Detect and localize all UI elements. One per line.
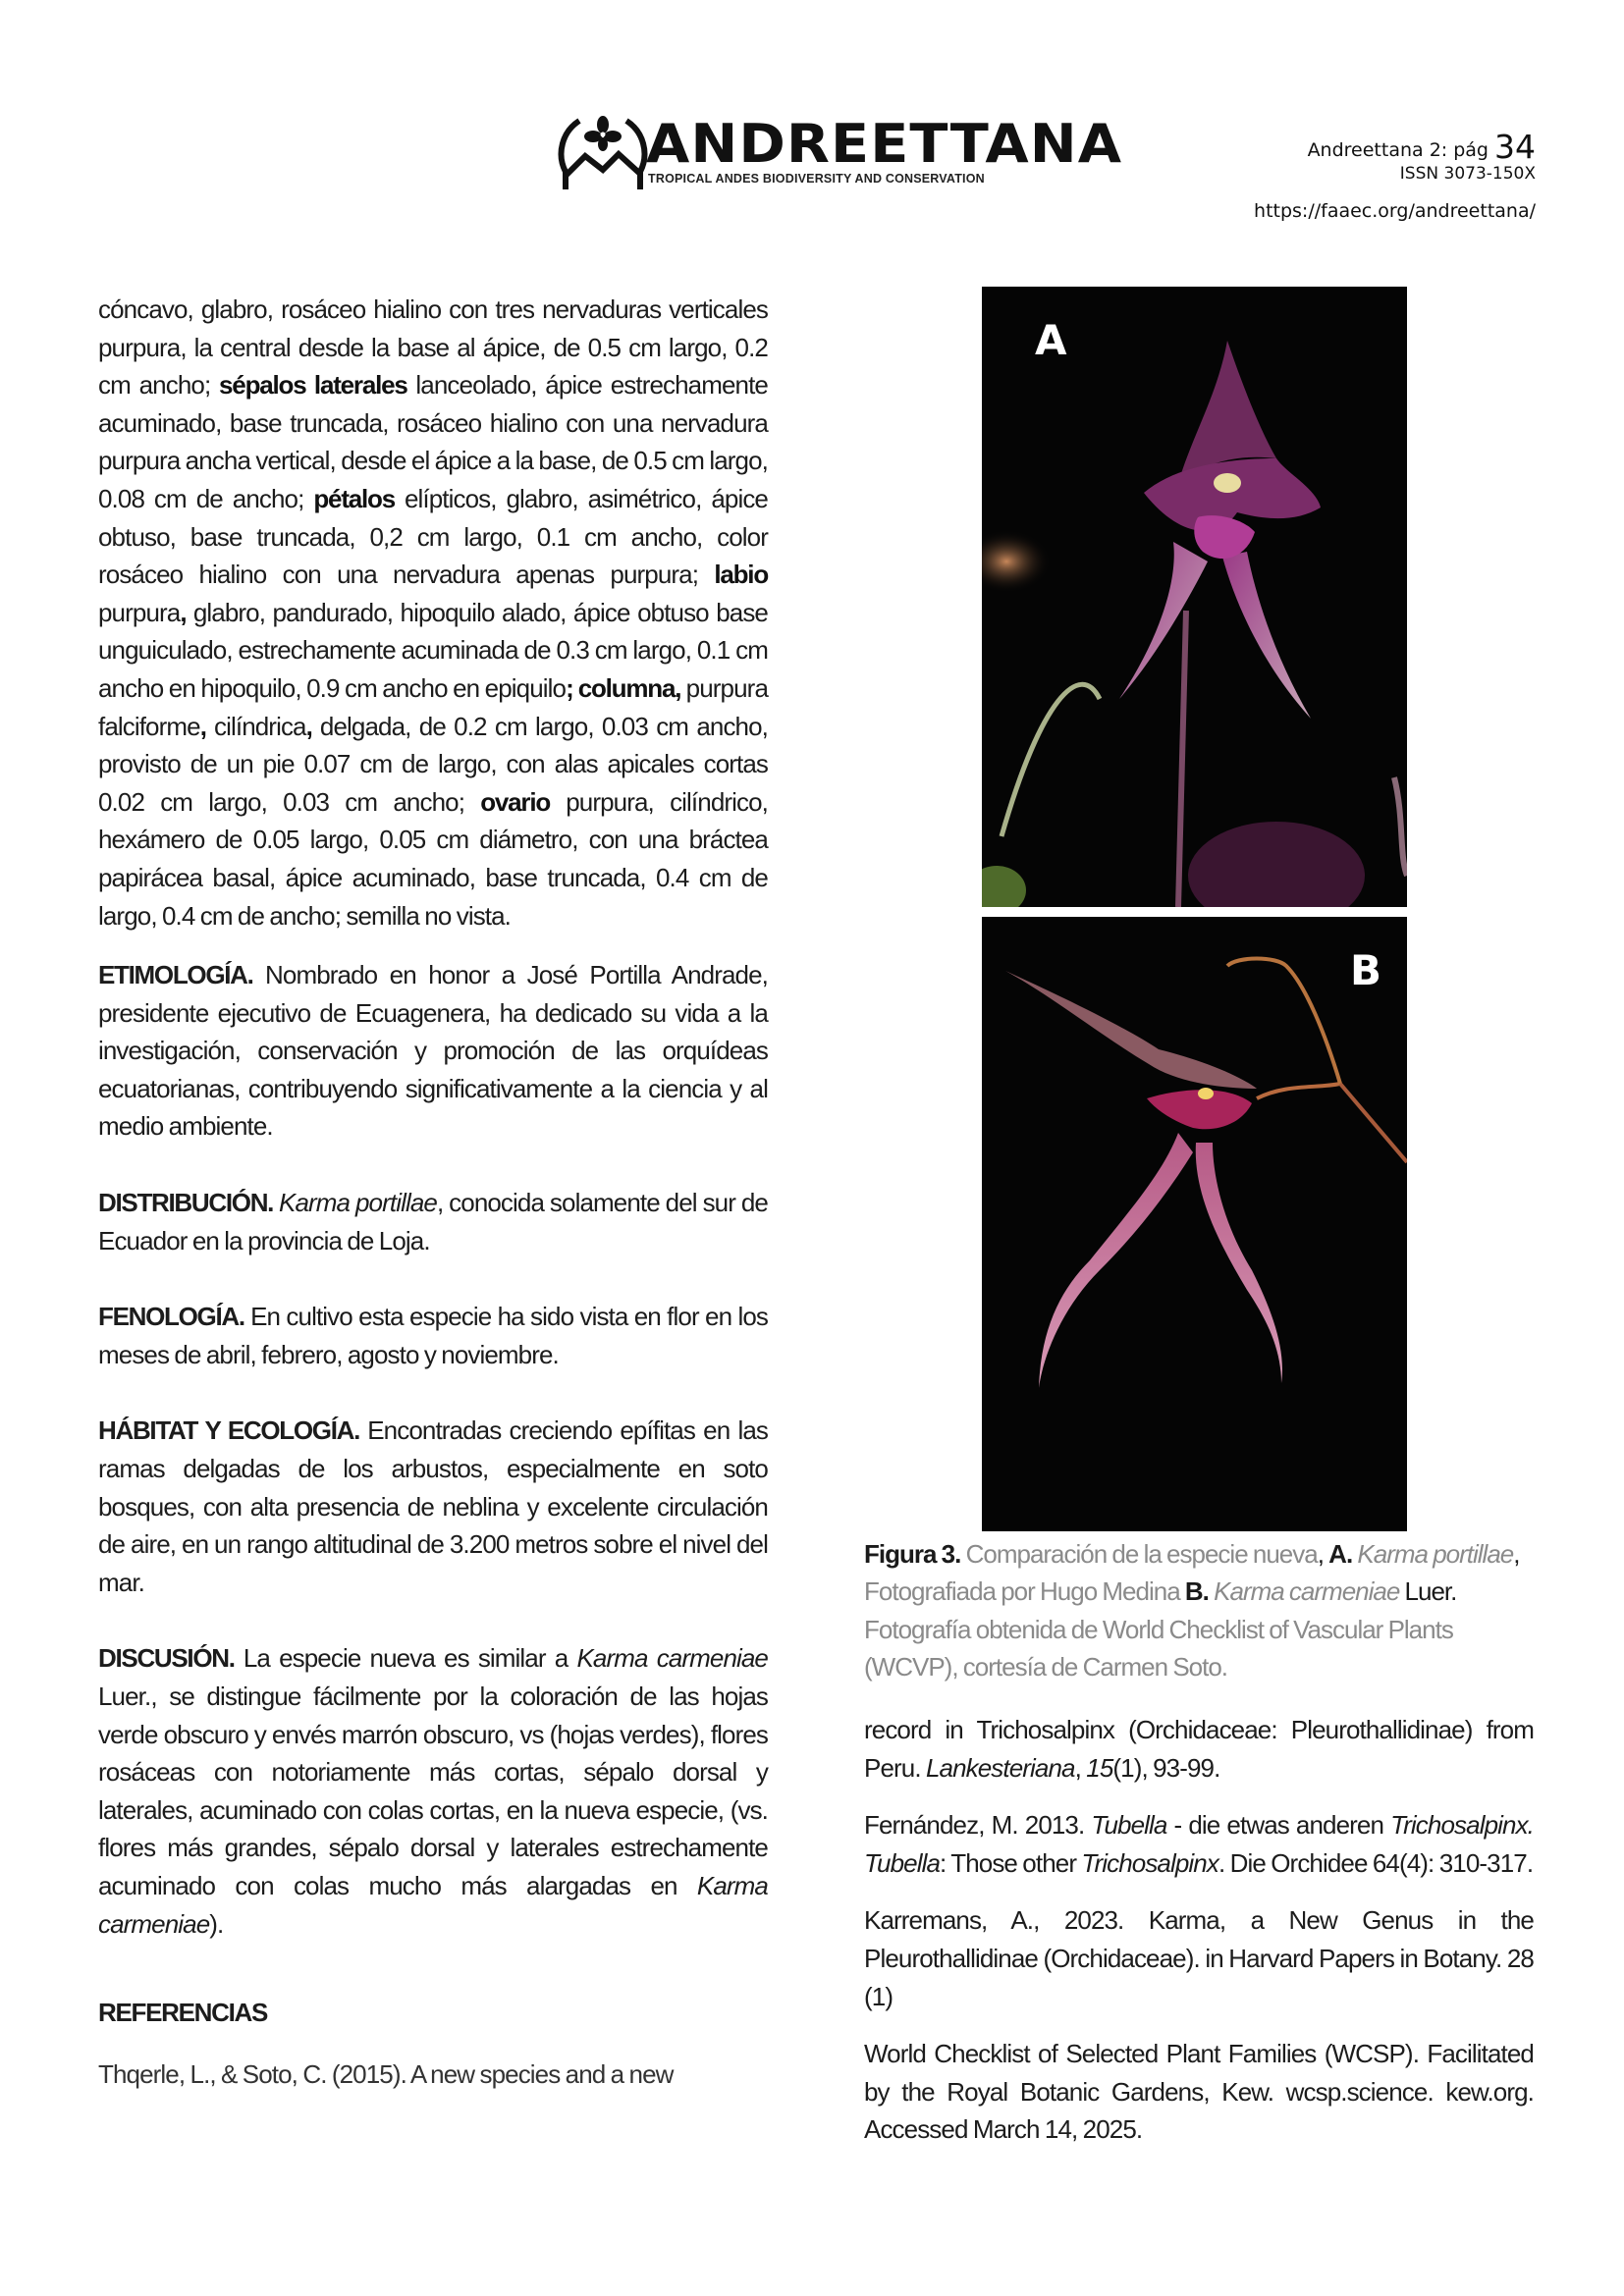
reference-1-part-1: Thqerle, L., & Soto, C. (2015). A new species and a new bbox=[98, 2058, 674, 2089]
discusion-heading: DISCUSIÓN. bbox=[98, 1643, 235, 1674]
habitat-text: Encontradas creciendo epífitas en las ramas delgadas de los arbustos, especialmente en soto bosques, con alta presencia de neblina y excelente circulación de aire, en un rango altitudinal de 3.200 metros sobre el nivel del mar. bbox=[98, 1415, 769, 1597]
referencias-heading-block bbox=[98, 1994, 768, 2032]
text-run: glabro, pandurado, hipoquilo alado, ápice obtuso base unguiculado, estrechamente acuminada de 0.3 cm largo, 0.1 cm ancho en hipoquilo, 0.9 cm ancho en epiquilo bbox=[98, 597, 768, 703]
panel-b-label: B bbox=[1349, 946, 1381, 994]
text-run: . Die Orchidee 64(4): 310-317. bbox=[1218, 1847, 1534, 1878]
text-run: Tubella bbox=[1091, 1810, 1167, 1841]
issn: ISSN 3073-150X bbox=[1399, 164, 1536, 184]
figure-panel-a bbox=[982, 287, 1407, 907]
reference-1-part-2: record in Trichosalpinx (Orchidaceae: Pleurothallidinae) from Peru. bbox=[864, 1715, 1534, 1783]
text-run: Fotografiada por Hugo Medina bbox=[864, 1576, 1185, 1607]
text-run: (1), 93-99. bbox=[1112, 1752, 1220, 1783]
etimologia-heading: ETIMOLOGÍA. bbox=[98, 960, 253, 990]
caption-label: Figura 3. bbox=[864, 1539, 961, 1569]
text-run: lanceolado, ápice estrechamente acuminado, base truncada, rosáceo hialino con una nervadura purpura ancha vertical, desde el ápice a la base, de 0.5 cm largo, 0.08 cm de ancho; bbox=[98, 370, 768, 513]
text-run: delgada, de 0.2 cm largo, 0.03 cm ancho, provisto de un pie 0.07 cm de largo, con alas apicales cortas 0.02 cm largo, 0.03 cm ancho; bbox=[98, 711, 768, 817]
reference-2 bbox=[864, 1806, 1534, 1882]
right-column-references bbox=[864, 1711, 1534, 2168]
term-sepalos-laterales: sépalos laterales bbox=[219, 370, 407, 400]
fenologia-section bbox=[98, 1298, 768, 1373]
description-paragraph bbox=[98, 291, 768, 934]
journal-logo bbox=[558, 113, 1123, 191]
orchid-photo-a bbox=[982, 287, 1407, 907]
left-column bbox=[98, 291, 768, 2093]
distribucion-section bbox=[98, 1184, 768, 1259]
journal-brand-name: ANDREETTANA bbox=[646, 113, 1123, 175]
term-columna: ; columna, bbox=[566, 672, 681, 703]
reference-1 bbox=[864, 1711, 1534, 1787]
text-run: Fotografía obtenida de World Checklist of Vascular Plants (WCVP), cortesía de Carmen Soto. bbox=[864, 1614, 1453, 1682]
term-labio: labio bbox=[714, 560, 768, 590]
etimologia-section bbox=[98, 956, 768, 1146]
figure-caption bbox=[864, 1535, 1532, 1686]
bold-punct: , bbox=[199, 711, 206, 741]
species-name: Karma portillae bbox=[1352, 1539, 1514, 1569]
text-run: Luer., se distingue fácilmente por la coloración de las hojas verde obscuro y envés marrón obscuro, vs (hojas verdes), flores rosáceas con notoriamente más cortas, sépalo dorsal y laterales, acuminado con colas cortas, en la nueva especie, (vs. flores más grandes, sépalo dorsal y laterales estrechamente acuminado con colas mucho más alargadas en bbox=[98, 1682, 768, 1900]
text-run: Luer. bbox=[1399, 1576, 1457, 1607]
page-meta bbox=[1254, 128, 1536, 225]
distribucion-heading: DISTRIBUCIÓN. bbox=[98, 1188, 274, 1218]
term-ovario: ovario bbox=[480, 786, 551, 817]
species-name: Karma carmeniae bbox=[1208, 1576, 1400, 1607]
distribucion-text: , conocida solamente del sur de Ecuador en la provincia de Loja. bbox=[98, 1188, 768, 1255]
discusion-section bbox=[98, 1639, 768, 1943]
figure-panel-b bbox=[982, 917, 1407, 1531]
habitat-section bbox=[98, 1412, 768, 1601]
text-run: Trichosalpinx bbox=[1081, 1847, 1218, 1878]
journal-url[interactable]: https://faaec.org/andreettana/ bbox=[1254, 200, 1536, 222]
text-run: purpura, cilíndrico, hexámero de 0.05 largo, 0.05 cm diámetro, con una bráctea papirácea basal, ápice acuminado, base truncada, 0.4 cm de largo, 0.4 cm de ancho; semilla no vista. bbox=[98, 786, 768, 931]
text-run: : Those other bbox=[940, 1847, 1082, 1878]
fenologia-heading: FENOLOGÍA. bbox=[98, 1302, 244, 1332]
text-run: elípticos, glabro, asimétrico, ápice obtuso, base truncada, 0,2 cm largo, 0.1 cm ancho, color rosáceo hialino con una nervadura apenas purpura; bbox=[98, 483, 768, 590]
species-name: Karma portillae bbox=[279, 1188, 437, 1218]
bold-punct: , bbox=[305, 711, 312, 741]
journal-tagline: TROPICAL ANDES BIODIVERSITY AND CONSERVATION bbox=[648, 172, 985, 186]
etimologia-text: Nombrado en honor a José Portilla Andrade, presidente ejecutivo de Ecuagenera, ha dedicado su vida a la investigación, conservación y promoción de las orquídeas ecuatorianas, contribuyendo significativamente a la ciencia y al medio ambiente. bbox=[98, 960, 768, 1142]
text-run: ). bbox=[209, 1908, 224, 1939]
caption-panel-b-ref: B. bbox=[1184, 1576, 1209, 1607]
text-run: Comparación de la especie nueva bbox=[960, 1539, 1318, 1569]
reference-3: Karremans, A., 2023. Karma, a New Genus in the Pleurothallidinae (Orchidaceae). in Harvard Papers in Botany. 28 (1) bbox=[864, 1905, 1534, 2011]
text-run: Trichosalpinx. Tubella bbox=[864, 1810, 1534, 1878]
text-run: - die etwas anderen bbox=[1166, 1810, 1391, 1841]
term-petalos: pétalos bbox=[313, 483, 396, 513]
issue-line bbox=[1254, 128, 1536, 166]
orchid-photo-b bbox=[982, 917, 1407, 1531]
text-run: , bbox=[1317, 1539, 1329, 1569]
reference-1-volume: 15 bbox=[1086, 1752, 1113, 1783]
text-run: purpura bbox=[98, 597, 181, 627]
page-number: 34 bbox=[1494, 128, 1536, 166]
text-run: La especie nueva es similar a bbox=[234, 1643, 577, 1674]
text-run: purpura falciforme bbox=[98, 672, 768, 741]
text-run: , bbox=[1513, 1539, 1520, 1569]
orchid-mountain-logo-icon bbox=[558, 113, 648, 191]
reference-1-journal: Lankesteriana bbox=[925, 1752, 1075, 1783]
text-run: Fernández, M. 2013. bbox=[864, 1810, 1092, 1841]
fenologia-text: En cultivo esta especie ha sido vista en flor en los meses de abril, febrero, agosto y noviembre. bbox=[98, 1302, 768, 1369]
reference-1-start bbox=[98, 2056, 768, 2094]
panel-a-label: A bbox=[1035, 316, 1067, 364]
issue-label: Andreettana 2: pág bbox=[1307, 139, 1489, 161]
text-run: cóncavo, glabro, rosáceo hialino con tres nervaduras verticales purpura, la central desde la base al ápice, de 0.5 cm largo, 0.2 cm ancho; bbox=[98, 294, 768, 400]
species-name: Karma carmeniae bbox=[98, 1870, 768, 1939]
text-run: cilíndrica bbox=[205, 711, 306, 741]
bold-punct: , bbox=[180, 597, 187, 627]
reference-4: World Checklist of Selected Plant Families (WCSP). Facilitated by the Royal Botanic Gardens, Kew. wcsp.science. kew.org. Accessed March 14, 2025. bbox=[864, 2039, 1534, 2145]
referencias-heading: REFERENCIAS bbox=[98, 1998, 268, 2028]
text-run: , bbox=[1074, 1752, 1087, 1783]
caption-panel-a-ref: A. bbox=[1328, 1539, 1353, 1569]
species-name: Karma carmeniae bbox=[576, 1643, 768, 1674]
habitat-heading: HÁBITAT Y ECOLOGÍA. bbox=[98, 1415, 360, 1446]
